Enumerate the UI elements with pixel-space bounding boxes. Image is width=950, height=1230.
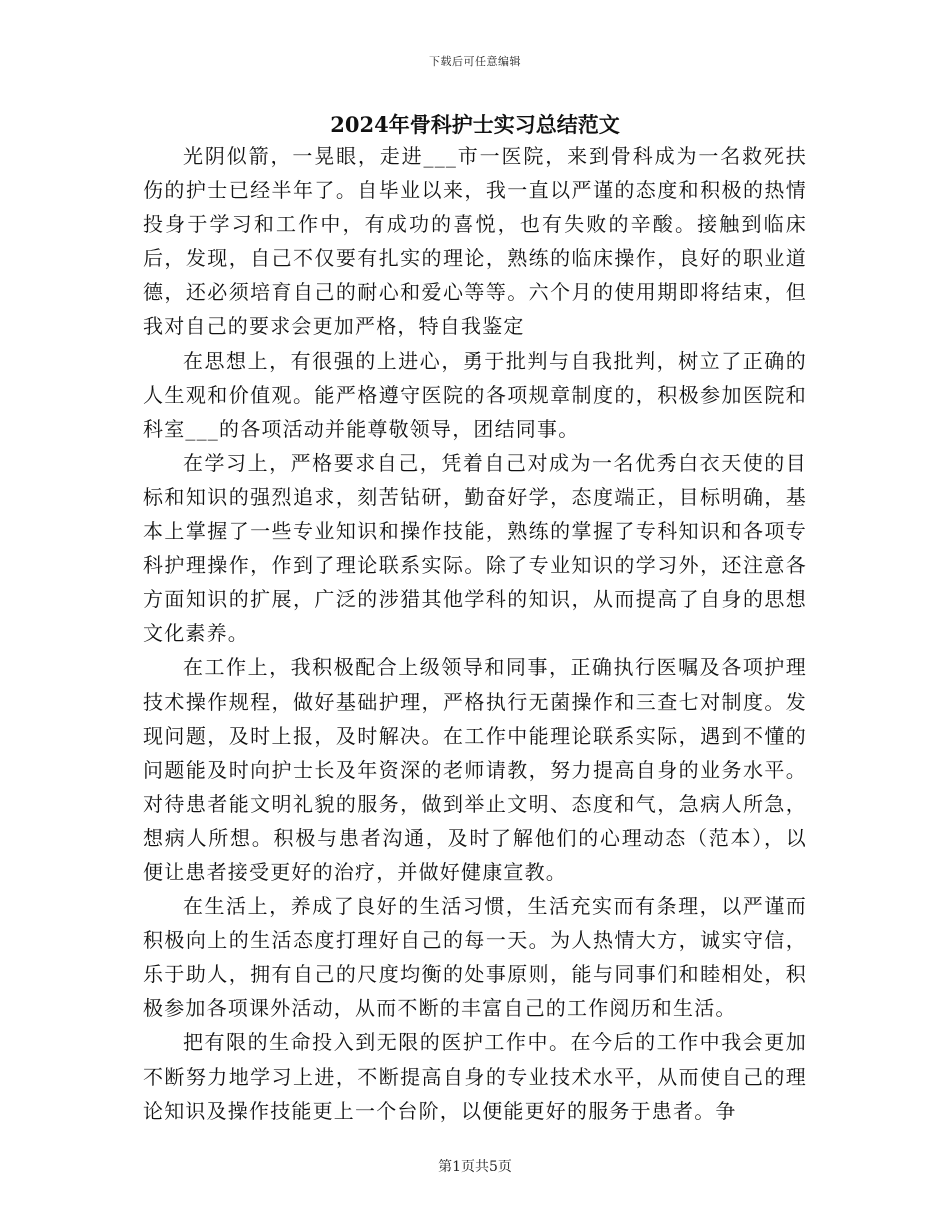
paragraph-thought: 在思想上，有很强的上进心，勇于批判与自我批判，树立了正确的人生观和价值观。能严格遵守医院的各项规章制度的，积极参加医院和科室___的各项活动并能尊敬领导，团结同事。 [143, 348, 807, 441]
paragraph-work: 在工作上，我积极配合上级领导和同事，正确执行医嘱及各项护理技术操作规程，做好基础护理，严格执行无菌操作和三查七对制度。发现问题，及时上报，及时解决。在工作中能理论联系实际，遇到不懂的问题能及时向护士长及年资深的老师请教，努力提高自身的业务水平。对待患者能文明礼貌的服务，做到举止文明、态度和气，急病人所急，想病人所想。积极与患者沟通，及时了解他们的心理动态（范本），以便让患者接受更好的治疗，并做好健康宣教。 [143, 655, 807, 884]
document-body [143, 139, 807, 1128]
paragraph-life: 在生活上，养成了良好的生活习惯，生活充实而有条理，以严谨而积极向上的生活态度打理好自己的每一天。为人热情大方，诚实守信，乐于助人，拥有自己的尺度均衡的处事原则，能与同事们和睦相处，积极参加各项课外活动，从而不断的丰富自己的工作阅历和生活。 [143, 894, 807, 1021]
page-number: 第1页共5页 [438, 1159, 512, 1175]
paragraph-future: 把有限的生命投入到无限的医护工作中。在今后的工作中我会更加不断努力地学习上进，不断提高自身的专业技术水平，从而使自己的理论知识及操作技能更上一个台阶，以便能更好的服务于患者。争 [143, 1030, 807, 1123]
header-note: 下载后可任意编辑 [429, 55, 521, 68]
paragraph-intro: 光阴似箭，一晃眼，走进___市一医院，来到骨科成为一名救死扶伤的护士已经半年了。自毕业以来，我一直以严谨的态度和积极的热情投身于学习和工作中，有成功的喜悦，也有失败的辛酸。接触到临床后，发现，自己不仅要有扎实的理论，熟练的临床操作，良好的职业道德，还必须培育自己的耐心和爱心等等。六个月的使用期即将结束，但我对自己的要求会更加严格，特自我鉴定 [143, 144, 807, 339]
document-title: 2024年骨科护士实习总结范文 [330, 112, 620, 137]
paragraph-study: 在学习上，严格要求自己，凭着自己对成为一名优秀白衣天使的目标和知识的强烈追求，刻苦钻研，勤奋好学，态度端正，目标明确，基本上掌握了一些专业知识和操作技能，熟练的掌握了专科知识和各项专科护理操作，作到了理论联系实际。除了专业知识的学习外，还注意各方面知识的扩展，广泛的涉猎其他学科的知识，从而提高了自身的思想文化素养。 [143, 450, 807, 646]
